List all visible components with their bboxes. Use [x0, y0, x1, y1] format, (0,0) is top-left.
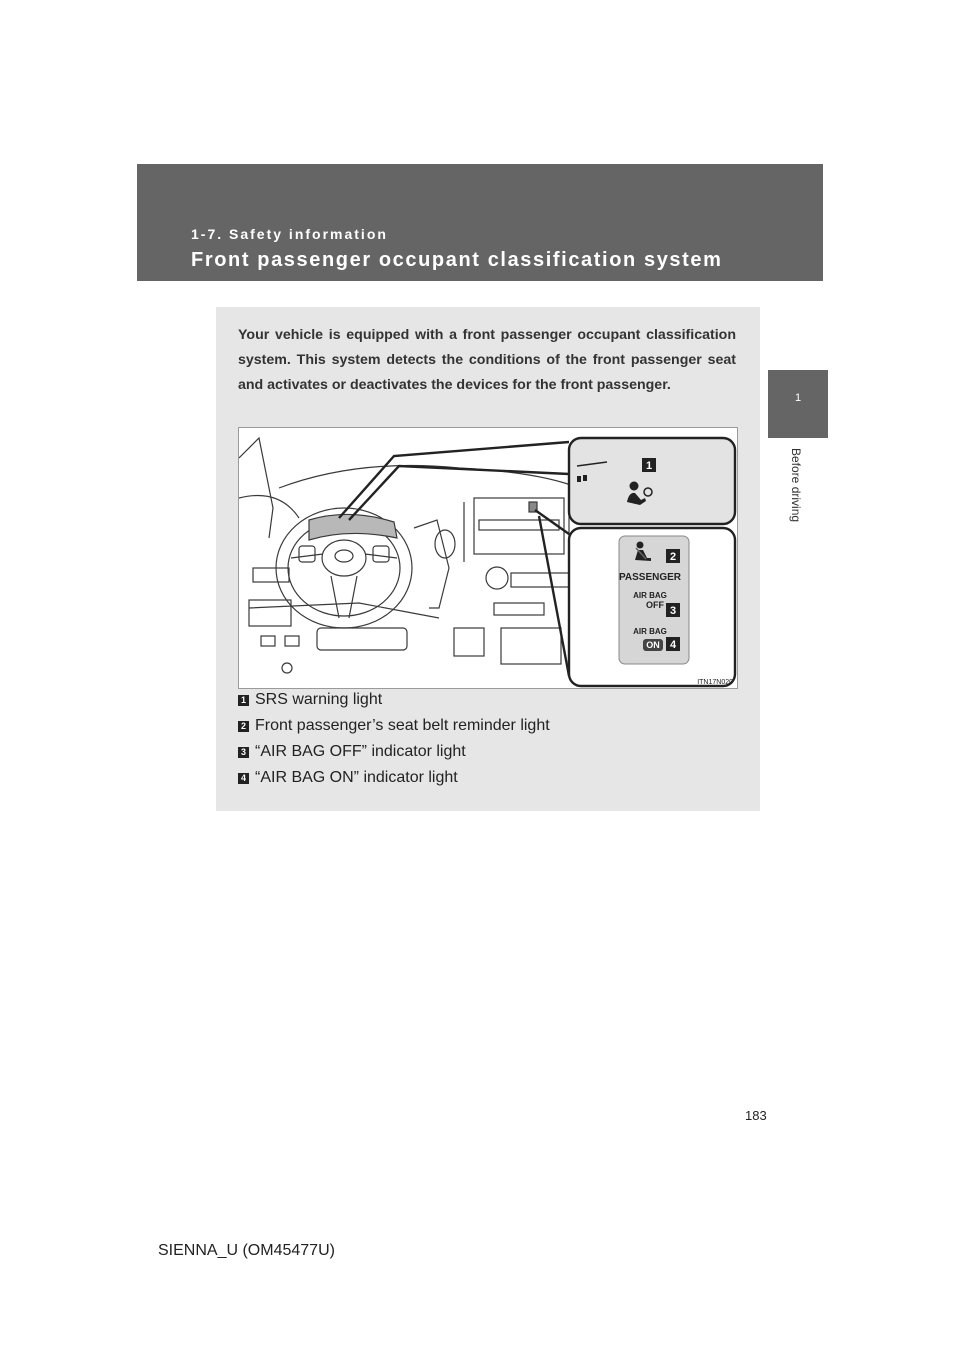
legend-text: SRS warning light	[255, 691, 383, 708]
cluster-zoom-box	[569, 438, 735, 524]
steering-hub	[322, 540, 366, 576]
dashboard-figure	[238, 427, 738, 689]
legend-list	[238, 687, 550, 791]
side-tab-number: 1	[794, 392, 802, 404]
center-display	[474, 498, 564, 554]
callout-number-2: 2	[669, 551, 677, 563]
shift-lever-panel	[414, 520, 449, 608]
a-pillar-line	[239, 438, 273, 538]
dash-edge-line	[239, 496, 299, 519]
climate-buttons	[511, 573, 569, 587]
chapter-header	[137, 164, 823, 281]
legend-item	[238, 713, 550, 739]
dash-top-line	[279, 466, 579, 489]
dashboard-illustration	[239, 428, 739, 690]
wheel-switch-left	[299, 546, 315, 562]
legend-badge: 3	[238, 747, 249, 758]
glove-knee-panel	[317, 628, 407, 650]
airbag-off-label-bottom: OFF	[646, 600, 664, 610]
legend-item	[238, 687, 550, 713]
page-title: Front passenger occupant classification system	[191, 249, 723, 271]
center-lower-buttons	[494, 603, 544, 615]
airbag-off-label-top: AIR BAG	[633, 591, 667, 600]
instrument-cluster	[309, 514, 397, 540]
side-tab-label-text: Before driving	[789, 448, 803, 523]
legend-badge: 2	[238, 721, 249, 732]
center-vent-lines	[464, 502, 569, 562]
center-console	[501, 628, 561, 664]
airbag-on-label-bottom: ON	[646, 640, 660, 650]
content-box	[216, 307, 760, 811]
callout-number-1: 1	[645, 460, 653, 472]
legend-item	[238, 739, 550, 765]
page-number: 183	[745, 1108, 767, 1123]
legend-badge: 4	[238, 773, 249, 784]
toyota-emblem-icon	[335, 550, 353, 562]
legend-badge: 1	[238, 695, 249, 706]
pedal-icon	[282, 663, 292, 673]
figure-code: ITN17N020	[697, 679, 733, 686]
legend-text: “AIR BAG ON” indicator light	[255, 769, 458, 786]
cup-holder-panel	[454, 628, 484, 656]
wheel-switch-right	[373, 546, 389, 562]
side-tab-label	[787, 448, 807, 548]
passenger-panel-zoom-box	[569, 528, 735, 686]
knee-switch-2	[285, 636, 299, 646]
passenger-label: PASSENGER	[618, 572, 682, 583]
climate-knob-left	[486, 567, 508, 589]
knee-switch-1	[261, 636, 275, 646]
footer-document-ref: SIENNA_U (OM45477U)	[158, 1242, 335, 1259]
callout-number-4: 4	[669, 639, 677, 651]
left-switch-panel	[253, 568, 289, 582]
intro-paragraph: Your vehicle is equipped with a front passenger occupant classification system. This system detects the conditions of the front passenger seat and activates or deactivates the devices for the front passenger.	[238, 327, 736, 393]
legend-text: “AIR BAG OFF” indicator light	[255, 743, 466, 760]
callout-number-3: 3	[669, 605, 677, 617]
audio-unit	[479, 520, 559, 530]
airbag-on-label-top: AIR BAG	[633, 627, 667, 636]
legend-text: Front passenger’s seat belt reminder light	[255, 717, 550, 734]
side-tab[interactable]	[768, 370, 828, 438]
section-label: 1-7. Safety information	[191, 226, 388, 242]
wheel-spokes	[291, 554, 397, 618]
legend-item	[238, 765, 550, 791]
left-lower-panel	[249, 600, 291, 626]
